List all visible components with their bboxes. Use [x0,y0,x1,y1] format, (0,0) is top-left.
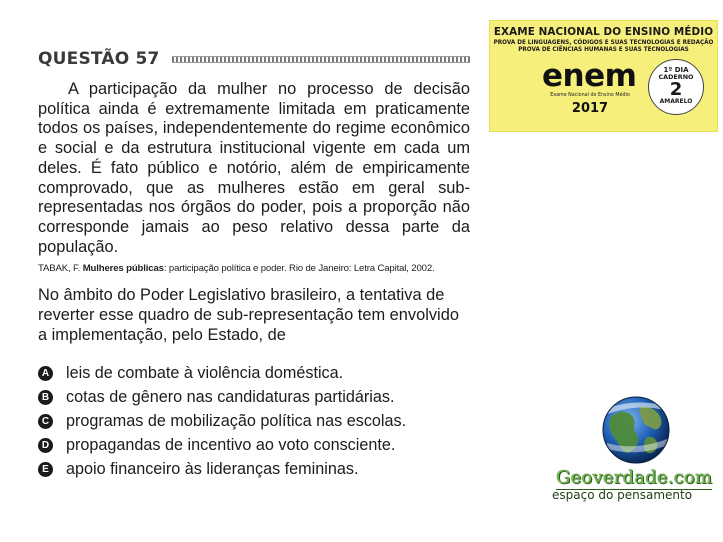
citation-rest: : participação política e poder. Rio de Janeiro: Letra Capital, 2002. [163,263,435,275]
exam-header-box [489,20,718,132]
site-tagline: espaço do pensamento [552,488,693,502]
header-rule [172,56,470,63]
badge-color: AMARELO [659,98,693,105]
option-c[interactable] [38,410,470,434]
badge-number: 2 [669,79,683,100]
option-d[interactable] [38,434,470,458]
exam-subjects-line2: PROVA DE CIÊNCIAS HUMANAS E SUAS TECNOLOGIAS [518,47,689,53]
question-header [38,46,470,72]
caderno-badge [648,59,704,115]
citation [38,263,470,274]
exam-name: EXAME NACIONAL DO ENSINO MÉDIO [493,26,714,38]
option-text: propagandas de incentivo ao voto consciente. [66,436,396,455]
enem-logo-subtitle: Exame Nacional do Ensino Médio [550,93,630,98]
enem-logo-area [490,59,719,131]
citation-work: Mulheres públicas [82,263,164,275]
site-name: Geoverdade.com [556,467,713,488]
question-passage: A participação da mulher no processo de decisão política ainda é extremamente limitada em praticamente todos os países, independentemente do regime econômico e social e da estrutura institucional vigente em cada um deles. É fato público e notório, além de empiricamente comprovado, que as mulheres estão em geral sub-representadas nos órgãos do poder, pois a proporção não corresponde jamais ao peso relativo dessa parte da população. [38,80,470,256]
exam-year: 2017 [571,101,609,116]
option-letter-icon: E [38,462,53,477]
option-letter-icon: D [38,438,53,453]
answer-options [38,362,470,482]
option-text: cotas de gênero nas candidaturas partidárias. [66,388,395,407]
badge-caderno: CADERNO [658,73,694,81]
option-a[interactable] [38,362,470,386]
question-block [38,46,470,482]
option-letter-icon: A [38,366,53,381]
option-letter-icon: B [38,390,53,405]
option-text: apoio financeiro às lideranças femininas. [66,460,359,479]
question-title: QUESTÃO 57 [38,49,160,69]
question-prompt: No âmbito do Poder Legislativo brasileiro, a tentativa de reverter esse quadro de sub-representação tem envolvido a implementação, pelo Estado, de [38,286,459,344]
citation-author: TABAK, F. [38,263,81,275]
option-text: leis de combate à violência doméstica. [66,364,344,383]
option-text: programas de mobilização política nas escolas. [66,412,407,431]
option-letter-icon: C [38,414,53,429]
enem-logo: enem [542,58,637,94]
option-b[interactable] [38,386,470,410]
option-e[interactable] [38,458,470,482]
globe-icon [601,395,671,465]
exam-subjects-line1: PROVA DE LINGUAGENS, CÓDIGOS E SUAS TECNOLOGIAS E REDAÇÃO [493,40,714,46]
badge-day: 1º DIA [663,66,689,74]
